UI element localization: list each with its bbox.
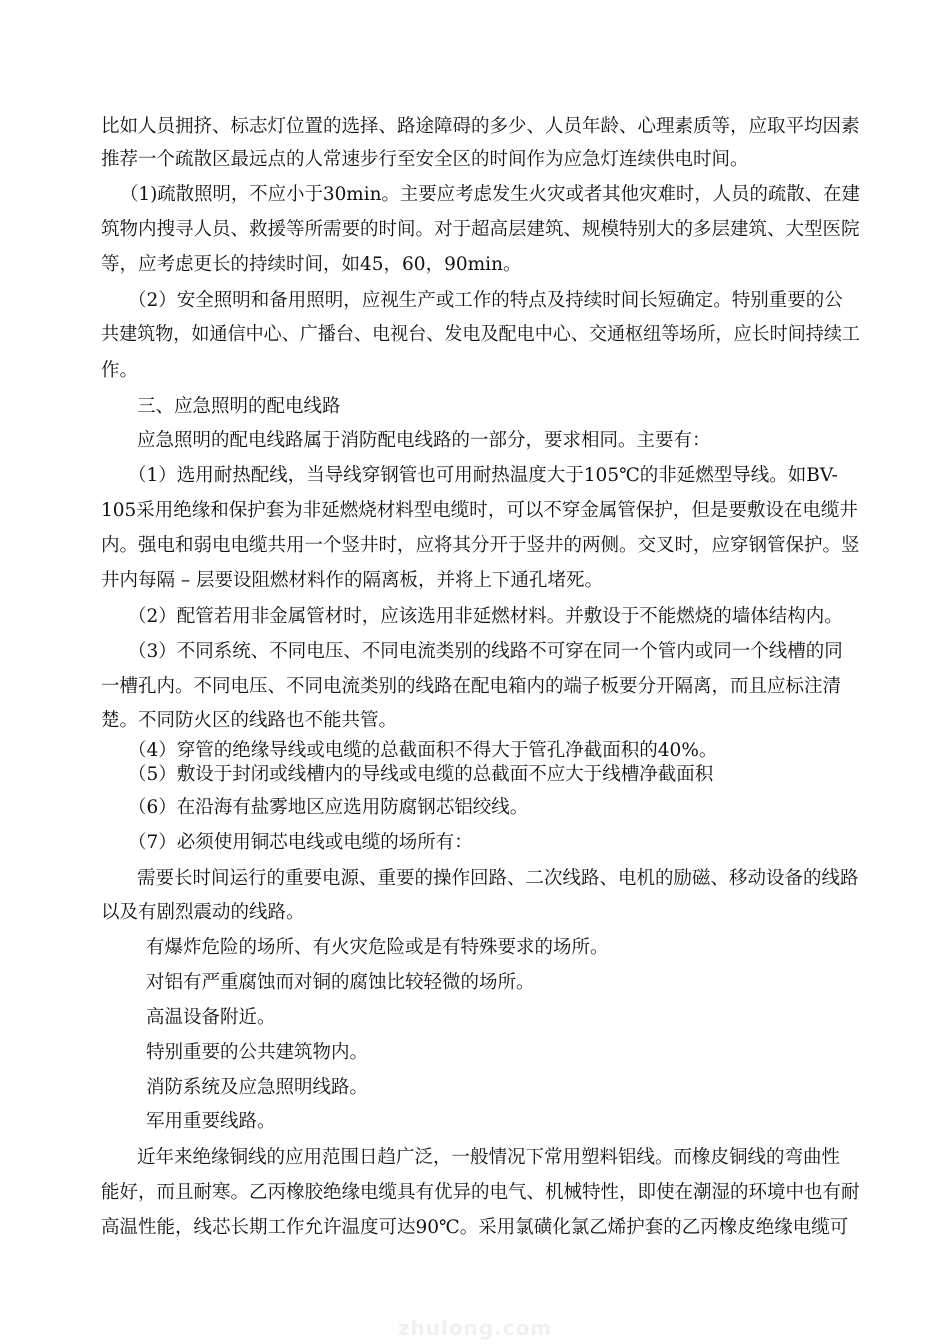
text-line: 楚。不同防火区的线路也不能共管。 [101, 710, 398, 731]
text-line: 等，应考虑更长的持续时间，如45，60，90min。 [101, 254, 522, 275]
text-line: （6）在沿海有盐雾地区应选用防腐钢芯铝绞线。 [128, 797, 529, 818]
text-line: 消防系统及应急照明线路。 [146, 1077, 369, 1098]
text-line: 有爆炸危险的场所、有火灾危险或是有特殊要求的场所。 [146, 937, 609, 958]
text-line: （3）不同系统、不同电压、不同电流类别的线路不可穿在同一个管内或同一个线槽的同 [128, 641, 843, 662]
text-line: 井内每隔 – 层要设阻燃材料作的隔离板，并将上下通孔堵死。 [101, 570, 604, 591]
text-line: （2）安全照明和备用照明，应视生产或工作的特点及持续时间长短确定。特别重要的公 [128, 290, 843, 311]
text-line: 共建筑物，如通信中心、广播台、电视台、发电及配电中心、交通枢纽等场所，应长时间持续工 [101, 324, 860, 345]
text-line: 对铝有严重腐蚀而对铜的腐蚀比较轻微的场所。 [146, 972, 535, 993]
text-line: 能好，而且耐寒。乙丙橡胶绝缘电缆具有优异的电气、机械特性，即使在潮湿的环境中也有耐 [101, 1182, 860, 1203]
text-line: （5）敷设于封闭或线槽内的导线或电缆的总截面不应大于线槽净截面积 [128, 764, 714, 785]
text-line: （7）必须使用铜芯电线或电缆的场所有： [128, 832, 473, 853]
section-heading: 三、应急照明的配电线路 [137, 396, 341, 417]
text-line: 作。 [101, 360, 139, 381]
text-line: 军用重要线路。 [146, 1111, 276, 1132]
text-line: 应急照明的配电线路属于消防配电线路的一部分，要求相同。主要有： [137, 430, 711, 451]
text-line: 推荐一个疏散区最远点的人常速步行至安全区的时间作为应急灯连续供电时间。 [101, 149, 749, 170]
text-line: （1）选用耐热配线，当导线穿钢管也可用耐热温度大于105℃的非延燃型导线。如BV- [128, 465, 838, 486]
text-line: （2）配管若用非金属管材时，应该选用非延燃材料。并敷设于不能燃烧的墙体结构内。 [128, 606, 843, 627]
text-line: 近年来绝缘铜线的应用范围日趋广泛，一般情况下常用塑料铝线。而橡皮铜线的弯曲性 [137, 1147, 841, 1168]
text-line: 高温设备附近。 [146, 1007, 276, 1028]
text-line: 特别重要的公共建筑物内。 [146, 1042, 369, 1063]
text-line: 筑物内搜寻人员、救援等所需要的时间。对于超高层建筑、规模特别大的多层建筑、大型医院 [101, 219, 860, 240]
text-line: 以及有剧烈震动的线路。 [101, 902, 305, 923]
text-line: 内。强电和弱电电缆共用一个竖井时，应将其分开于竖井的两侧。交叉时，应穿钢管保护。竖 [101, 535, 860, 556]
text-line: 高温性能，线芯长期工作允许温度可达90℃。采用氯磺化氯乙烯护套的乙丙橡皮绝缘电缆可 [101, 1217, 849, 1238]
text-line: 105采用绝缘和保护套为非延燃烧材料型电缆时，可以不穿金属管保护，但是要敷设在电缆井 [101, 500, 858, 521]
watermark: zhulong.com [397, 1316, 553, 1340]
text-line: （4）穿管的绝缘导线或电缆的总截面积不得大于管孔净截面积的40%。 [128, 740, 718, 761]
text-line: 需要长时间运行的重要电源、重要的操作回路、二次线路、电机的励磁、移动设备的线路 [137, 868, 859, 889]
text-line: 比如人员拥挤、标志灯位置的选择、路途障碍的多少、人员年龄、心理素质等，应取平均因素 [101, 116, 860, 137]
text-line: 一槽孔内。不同电压、不同电流类别的线路在配电箱内的端子板要分开隔离，而且应标注清 [101, 676, 842, 697]
text-line: （1)疏散照明，不应小于30min。主要应考虑发生火灾或者其他灾难时，人员的疏散、在建 [120, 184, 860, 205]
